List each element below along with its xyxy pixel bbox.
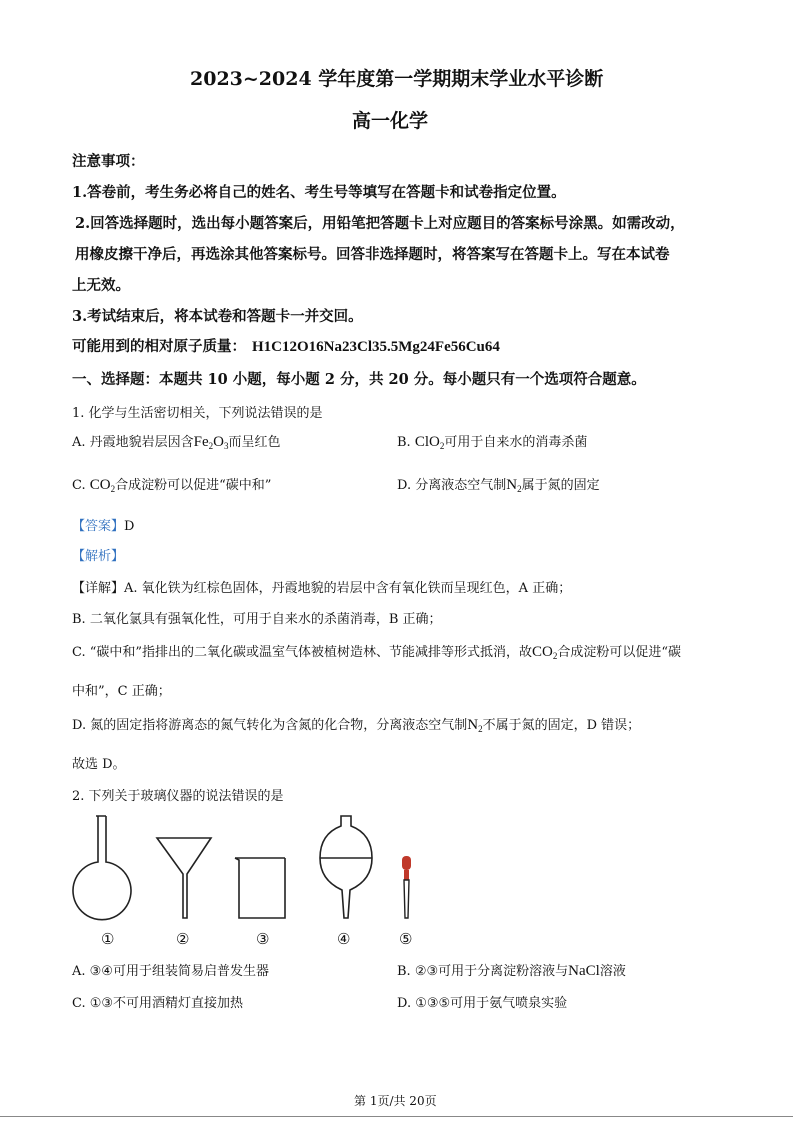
separatory-funnel-icon [320, 816, 372, 918]
q1-a-sub2: 3 [224, 441, 229, 451]
answer-value: D [124, 519, 135, 534]
glassware-illustration [70, 814, 430, 924]
q1-c-text: C. [72, 478, 90, 493]
dropper-icon [402, 856, 411, 918]
answer-tag: 【答案】 [72, 519, 125, 534]
detail-a-text: A. 氧化铁为红棕色固体，丹霞地貌的岩层中含有氧化铁而呈现红色，A 正确； [124, 581, 572, 596]
notes-item-2-line-1: 2.回答选择题时，选出每小题答案后，用铅笔把答题卡上对应题目的答案标号涂黑。如需改动， [75, 215, 685, 232]
detail-a [72, 577, 571, 596]
detail-d-n: N [467, 717, 479, 733]
section-heading: 一、选择题：本题共 10 小题，每小题 2 分，共 20 分。每小题只有一个选项符合题意。 [72, 371, 646, 388]
q1-conclusion: 故选 D。 [72, 757, 126, 772]
q1-c-co: CO [89, 477, 111, 493]
notes-item-3: 3.考试结束后，将本试卷和答题卡一并交回。 [72, 308, 363, 325]
label-5: ⑤ [399, 930, 413, 948]
notes-item-1: 1.答卷前，考生务必将自己的姓名、考生号等填写在答题卡和试卷指定位置。 [72, 184, 566, 201]
q1-a-text: A. 丹霞地貌岩层因含 [72, 435, 194, 450]
label-4: ④ [337, 930, 351, 948]
q1-a-fe: Fe [193, 434, 209, 450]
detail-d-formula [467, 717, 482, 733]
q2-option-a: A. ③④可用于组装简易启普发生器 [72, 964, 269, 979]
q1-b-formula [415, 434, 445, 450]
exam-title: 2023~2024 学年度第一学期期末学业水平诊断 [190, 68, 604, 90]
q1-b-post: 可用于自来水的消毒杀菌 [444, 435, 588, 450]
detail-b: B. 二氧化氯具有强氧化性，可用于自来水的杀菌消毒，B 正确； [72, 612, 442, 627]
detail-c-text: C. “碳中和”指排出的二氧化碳或温室气体被植树造林、节能减排等形式抵消，故 [72, 645, 533, 660]
q2-option-d: D. ①③⑤可用于氨气喷泉实验 [397, 996, 568, 1011]
footer-divider [0, 1116, 793, 1117]
q1-d-formula [506, 477, 521, 493]
atomic-mass-label: 可能用到的相对原子质量： [72, 338, 246, 355]
notes-item-2-line-3: 上无效。 [72, 277, 130, 294]
label-3: ③ [256, 930, 270, 948]
q1-a-formula [194, 434, 229, 450]
q2-option-b [397, 960, 626, 980]
detail-c-post: 合成淀粉可以促进“碳 [557, 645, 682, 660]
q1-b-sub: 2 [439, 441, 445, 451]
q1-answer [72, 515, 134, 534]
q1-option-b [397, 431, 587, 451]
beaker-icon [235, 858, 285, 918]
q1-a-o: O [213, 434, 224, 450]
q1-b-text: B. [397, 435, 415, 450]
q2-b-text: B. ②③可用于分离淀粉溶液与 [397, 964, 569, 979]
q1-option-a [72, 431, 281, 451]
notes-item-2-line-2: 用橡皮擦干净后，再选涂其他答案标号。回答非选择题时，将答案写在答题卡上。写在本试卷 [75, 246, 670, 263]
subject-title: 高一化学 [352, 110, 429, 132]
detail-c-line-2: 中和”，C 正确； [72, 684, 171, 699]
analysis-tag: 【解析】 [72, 549, 125, 564]
detail-d-sub: 2 [478, 724, 483, 734]
flask-icon [73, 816, 131, 920]
q1-d-sub: 2 [517, 484, 522, 494]
q1-d-post: 属于氮的固定 [521, 478, 600, 493]
q2-b-formula: NaCl [568, 963, 600, 979]
funnel-icon [157, 838, 211, 918]
q1-option-c [72, 474, 271, 494]
q1-d-text: D. 分离液态空气制 [397, 478, 507, 493]
atomic-mass-values: H1C12O16Na23Cl35.5Mg24Fe56Cu64 [252, 339, 500, 355]
notes-heading: 注意事项： [72, 153, 145, 170]
q1-c-sub: 2 [110, 484, 116, 494]
q2-b-post: 溶液 [599, 964, 626, 979]
label-2: ② [176, 930, 190, 948]
detail-tag: 【详解】 [72, 581, 125, 596]
detail-c-sub: 2 [552, 651, 558, 661]
label-1: ① [101, 930, 115, 948]
q1-c-formula [90, 477, 115, 493]
q1-option-d [397, 474, 600, 494]
q1-c-post: 合成淀粉可以促进“碳中和” [115, 478, 272, 493]
detail-d-post: 不属于氮的固定，D 错误； [482, 718, 641, 733]
q1-a-post: 而呈红色 [228, 435, 281, 450]
detail-c-co: CO [532, 644, 553, 660]
q2-option-c: C. ①③不可用酒精灯直接加热 [72, 996, 244, 1011]
q2-stem: 2. 下列关于玻璃仪器的说法错误的是 [72, 789, 284, 804]
page-number: 第 1页/共 20页 [354, 1094, 437, 1108]
q1-stem: 1. 化学与生活密切相关，下列说法错误的是 [72, 406, 323, 421]
detail-c [72, 641, 681, 661]
q1-a-sub1: 2 [208, 441, 214, 451]
detail-d-text: D. 氮的固定指将游离态的氮气转化为含氮的化合物，分离液态空气制 [72, 718, 468, 733]
q1-d-n: N [506, 477, 518, 493]
detail-d [72, 714, 640, 734]
atomic-mass-line [72, 335, 500, 356]
q1-b-clo: ClO [414, 434, 440, 450]
detail-c-formula [532, 644, 557, 660]
